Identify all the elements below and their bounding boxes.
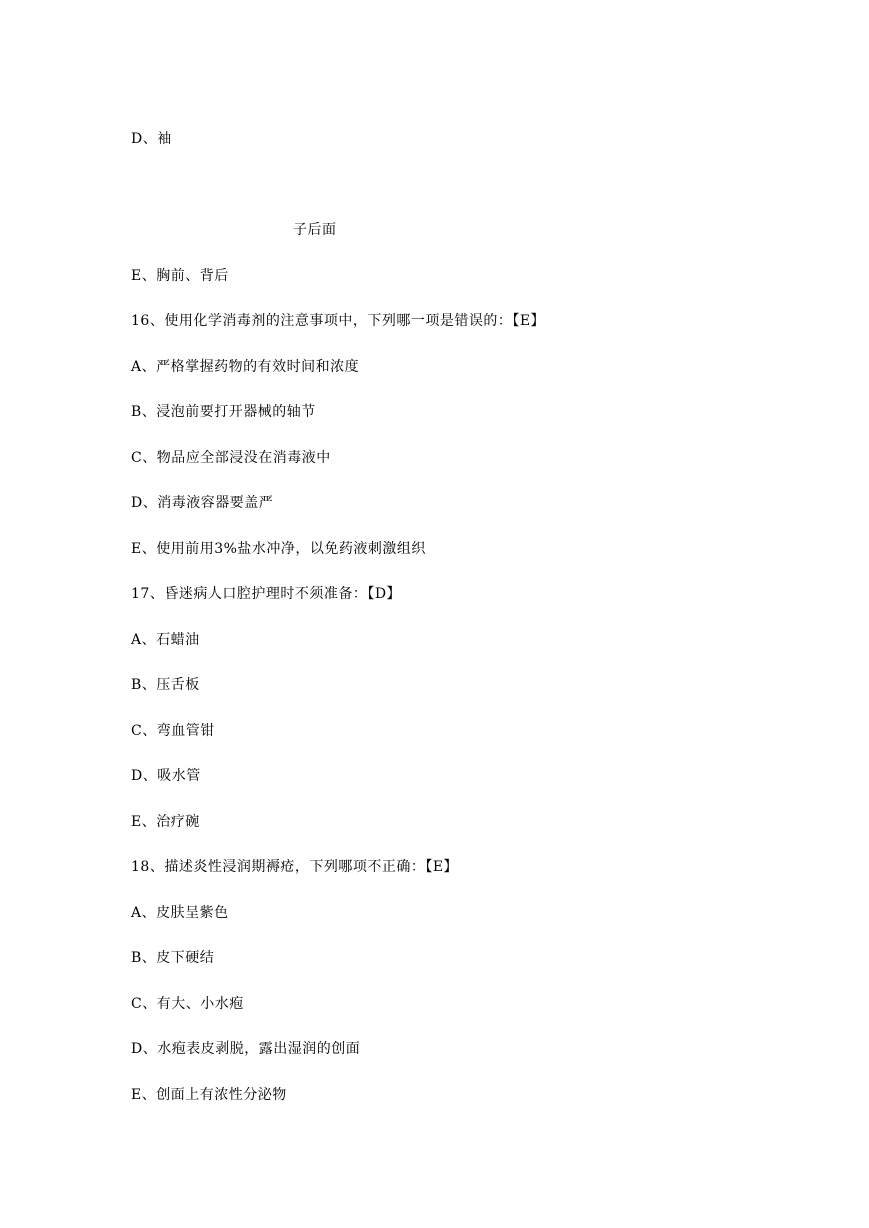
option-d-continuation: 子后面 <box>293 222 337 238</box>
q18-option-d: D、水疱表皮剥脱，露出湿润的创面 <box>131 1041 361 1057</box>
question-17: 17、昏迷病人口腔护理时不须准备：【D】 <box>131 586 402 602</box>
q16-option-a: A、严格掌握药物的有效时间和浓度 <box>131 359 360 375</box>
question-16: 16、使用化学消毒剂的注意事项中，下列哪一项是错误的：【E】 <box>131 313 546 329</box>
q16-option-e: E、使用前用3%盐水冲净，以免药液刺激组织 <box>131 541 426 557</box>
q17-option-a: A、石蜡油 <box>131 632 200 648</box>
q18-option-c: C、有大、小水疱 <box>131 996 244 1012</box>
q16-option-b: B、浸泡前要打开器械的轴节 <box>131 404 316 420</box>
q17-option-d: D、吸水管 <box>131 768 201 784</box>
q16-option-d: D、消毒液容器要盖严 <box>131 495 274 511</box>
q17-option-c: C、弯血管钳 <box>131 723 215 739</box>
q17-option-b: B、压舌板 <box>131 677 200 693</box>
option-d-line: D、袖 <box>131 131 172 147</box>
q18-option-a: A、皮肤呈紫色 <box>131 905 229 921</box>
q18-option-e: E、创面上有浓性分泌物 <box>131 1087 287 1103</box>
q16-option-c: C、物品应全部浸没在消毒液中 <box>131 450 331 466</box>
q17-option-e: E、治疗碗 <box>131 814 200 830</box>
option-e-line: E、胸前、背后 <box>131 268 229 284</box>
question-18: 18、描述炎性浸润期褥疮，下列哪项不正确：【E】 <box>131 859 459 875</box>
q18-option-b: B、皮下硬结 <box>131 950 215 966</box>
